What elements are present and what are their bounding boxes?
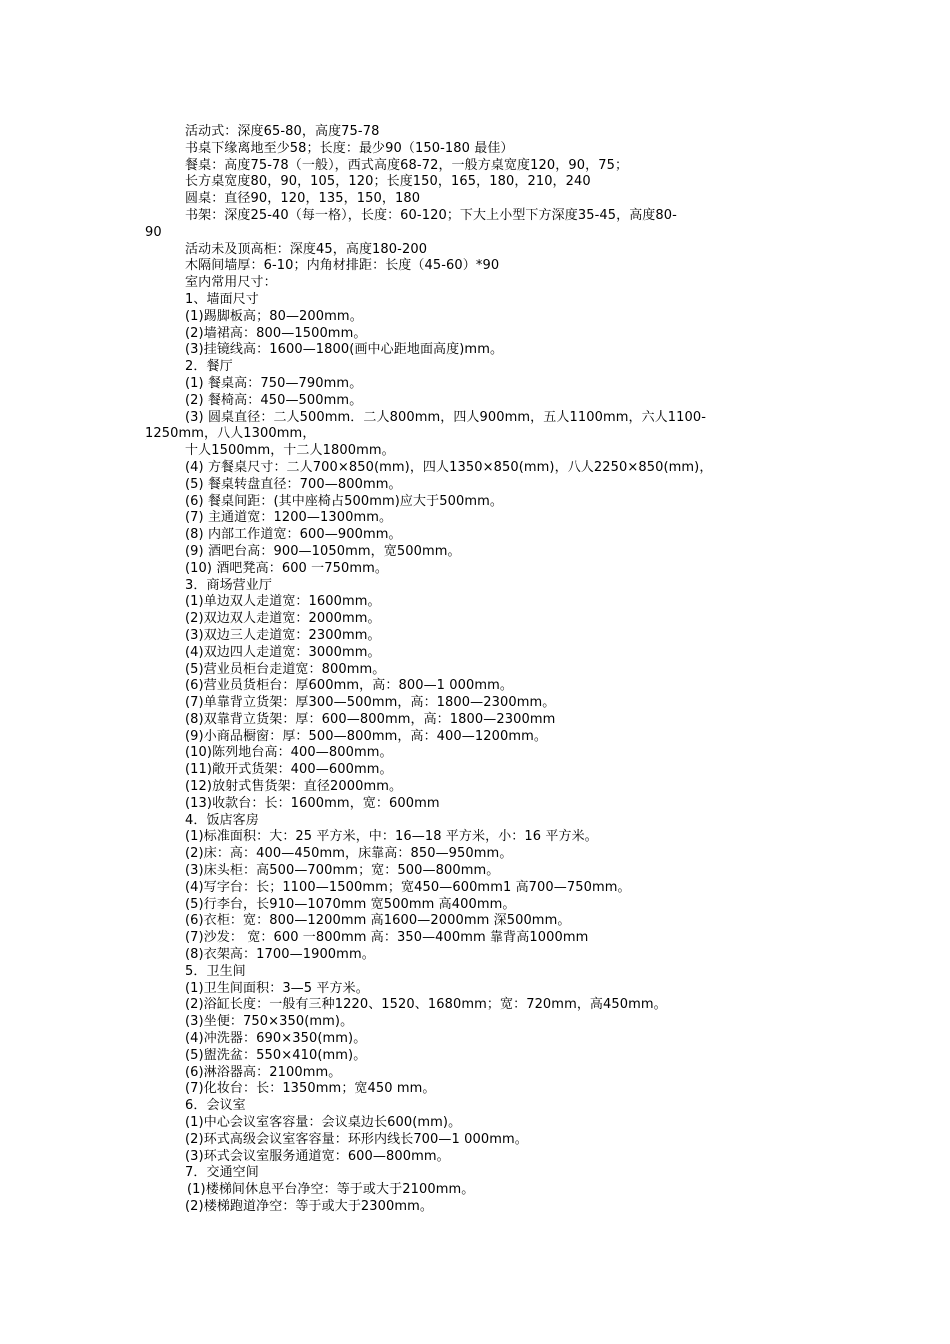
text-line: (1)标准面积：大：25 平方米，中：16—18 平方米，小：16 平方米。	[185, 829, 598, 845]
text-line: (1)楼梯间休息平台净空：等于或大于2100mm。	[187, 1182, 475, 1198]
text-line: (2) 餐椅高：450—500mm。	[185, 392, 363, 408]
text-line: (13)收款台：长：1600mm，宽：600mm	[185, 795, 440, 811]
text-line: (5)盥洗盆：550×410(mm)。	[185, 1047, 367, 1063]
text-line: 1250mm，八人1300mm，	[145, 426, 316, 442]
text-line: (6)营业员货柜台：厚600mm，高：800—1 000mm。	[185, 678, 514, 694]
text-line: (5)营业员柜台走道宽：800mm。	[185, 661, 386, 677]
text-line: (2)墙裙高：800—1500mm。	[185, 325, 367, 341]
document-body	[145, 124, 845, 1216]
text-line: 3．商场营业厅	[185, 577, 272, 593]
text-line: (1)卫生间面积：3—5 平方米。	[185, 980, 369, 996]
text-line: 餐桌：高度75-78（一般），西式高度68-72，一般方桌宽度120，90，75；	[185, 157, 629, 173]
text-line: (9) 酒吧台高：900—1050mm，宽500mm。	[185, 543, 461, 559]
text-line: 4．饭店客房	[185, 812, 259, 828]
text-line: (4)冲洗器：690×350(mm)。	[185, 1031, 367, 1047]
text-line: (6)淋浴器高：2100mm。	[185, 1064, 342, 1080]
text-line: (7) 主通道宽：1200—1300mm。	[185, 510, 393, 526]
text-line: (1)单边双人走道宽：1600mm。	[185, 594, 381, 610]
text-line: (2)环式高级会议室客容量：环形内线长700—1 000mm。	[185, 1131, 528, 1147]
text-line: 2．餐厅	[185, 359, 233, 375]
text-line: (2)床：高：400—450mm，床靠高：850—950mm。	[185, 846, 513, 862]
text-line: 1、墙面尺寸	[185, 291, 259, 307]
text-line: (3)环式会议室服务通道宽：600—800mm。	[185, 1148, 450, 1164]
text-line: (8)双靠背立货架：厚：600—800mm，高：1800—2300mm	[185, 711, 556, 727]
text-line: (2)双边双人走道宽：2000mm。	[185, 611, 381, 627]
text-line: 圆桌：直径90，120，135，150，180	[185, 191, 421, 207]
text-line: (3)挂镜线高：1600—1800(画中心距地面高度)mm。	[185, 342, 504, 358]
text-line: 长方桌宽度80，90，105，120；长度150，165，180，210，240	[185, 174, 591, 190]
text-line: (5)行李台，长910—1070mm 宽500mm 高400mm。	[185, 896, 516, 912]
text-line: (4) 方餐桌尺寸：二人700×850(mm)，四人1350×850(mm)，八人2250×850(mm)，	[185, 459, 713, 475]
text-line: 活动式：深度65-80，高度75-78	[185, 124, 380, 139]
text-line: 7．交通空间	[185, 1165, 259, 1181]
text-line: 室内常用尺寸：	[185, 275, 277, 291]
text-line: (2)浴缸长度：一般有三种1220、1520、1680mm；宽：720mm，高450mm。	[185, 997, 667, 1013]
text-line: (11)敞开式货架：400—600mm。	[185, 762, 393, 778]
text-line: (1)踢脚板高；80—200mm。	[185, 308, 363, 324]
text-line: (5) 餐桌转盘直径：700—800mm。	[185, 476, 402, 492]
text-line: (3)坐便：750×350(mm)。	[185, 1014, 354, 1030]
text-line: (8) 内部工作道宽：600—900mm。	[185, 527, 402, 543]
text-line: (3)双边三人走道宽：2300mm。	[185, 627, 381, 643]
text-line: (7)单靠背立货架：厚300—500mm，高：1800—2300mm。	[185, 695, 556, 711]
text-line: (10)陈列地台高：400—800mm。	[185, 745, 393, 761]
text-line: (7)沙发： 宽：600 一800mm 高：350—400mm 靠背高1000mm	[185, 930, 589, 946]
text-line: (9)小商品橱窗：厚：500—800mm，高：400—1200mm。	[185, 728, 547, 744]
text-line: 活动未及顶高柜：深度45，高度180-200	[185, 241, 428, 257]
text-line: (12)放射式售货架：直径2000mm。	[185, 779, 403, 795]
text-line: (6)衣柜：宽：800—1200mm 高1600—2000mm 深500mm。	[185, 913, 571, 929]
text-line: 书架：深度25-40（每一格），长度：60-120；下大上小型下方深度35-45，高度80-	[185, 207, 677, 223]
text-line: (3)床头柜：高500—700mm；宽：500—800mm。	[185, 863, 500, 879]
text-line: 90	[145, 224, 162, 240]
text-line: (8)衣架高：1700—1900mm。	[185, 947, 375, 963]
text-line: (10) 酒吧凳高：600 一750mm。	[185, 560, 389, 576]
text-line: (1)中心会议室客容量：会议桌边长600(mm)。	[185, 1115, 462, 1131]
text-line: (4)双边四人走道宽：3000mm。	[185, 644, 381, 660]
text-line: 木隔间墙厚：6-10；内角材排距：长度（45-60）*90	[185, 258, 500, 274]
text-line: (6) 餐桌间距：(其中座椅占500mm)应大于500mm。	[185, 493, 503, 509]
text-line: (1) 餐桌高：750—790mm。	[185, 375, 363, 391]
text-line: 5．卫生间	[185, 963, 246, 979]
text-line: (3) 圆桌直径：二人500mm．二人800mm，四人900mm，五人1100mm，六人1100-	[185, 409, 707, 425]
text-line: (2)楼梯跑道净空：等于或大于2300mm。	[185, 1199, 434, 1214]
text-line: 6．会议室	[185, 1098, 246, 1114]
text-line: 十人1500mm，十二人1800mm。	[185, 443, 395, 459]
text-line: 书桌下缘离地至少58；长度：最少90（150-180 最佳）	[185, 140, 514, 156]
text-line: (4)写字台：长；1100—1500mm；宽450—600mm1 高700—750mm。	[185, 879, 631, 895]
text-line: (7)化妆台：长：1350mm；宽450 mm。	[185, 1081, 436, 1097]
